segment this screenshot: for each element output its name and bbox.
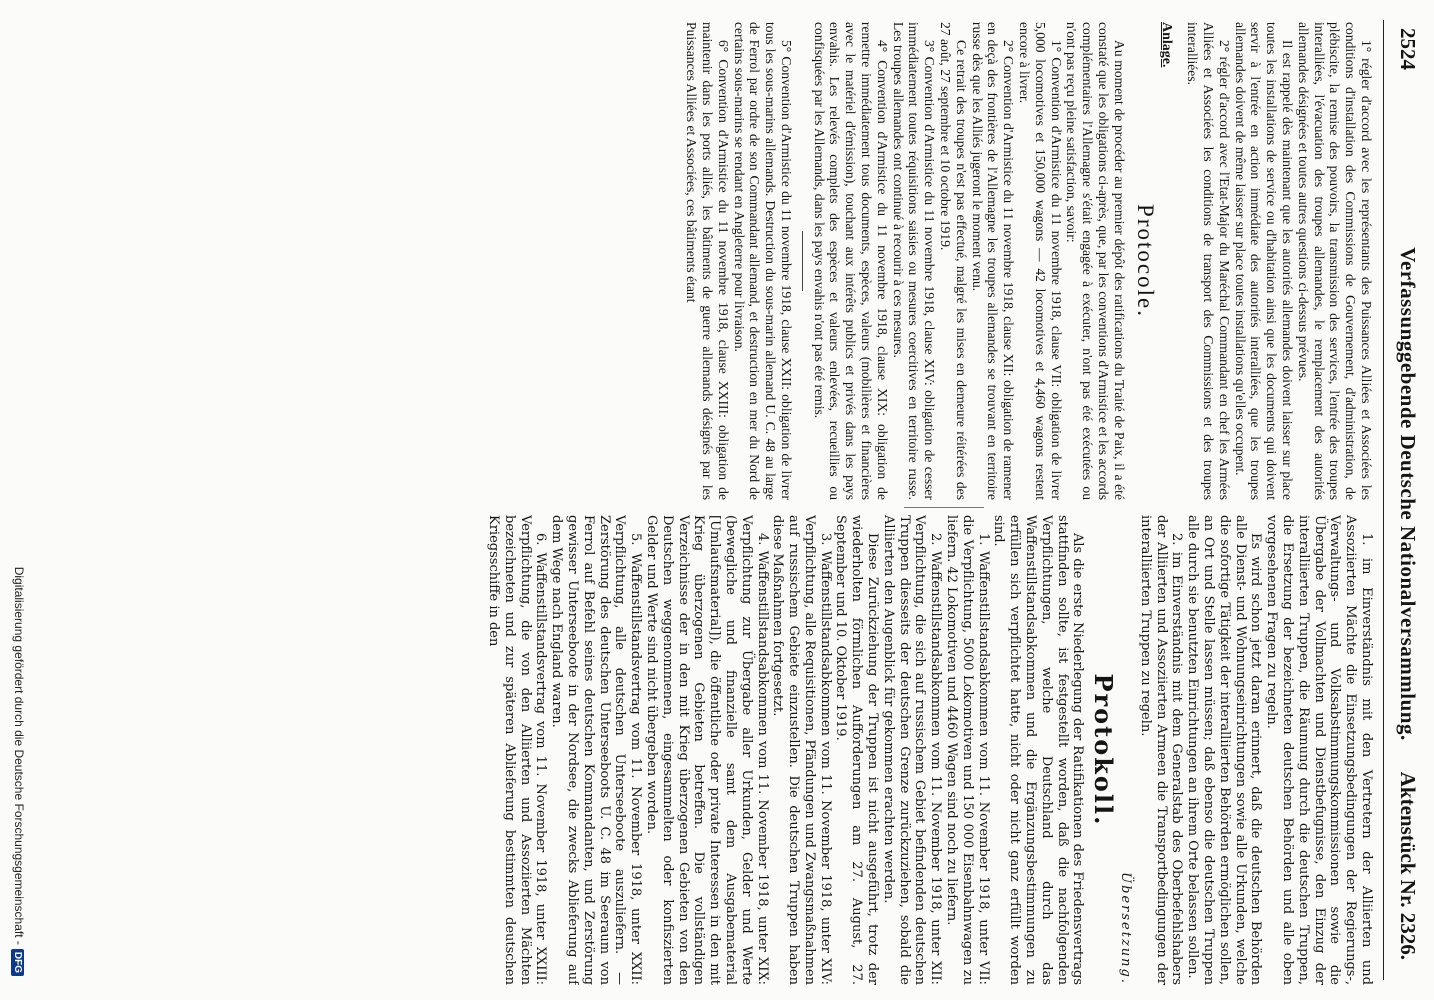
protocole-heading: Protocole. [1132, 204, 1158, 318]
fr-item-1: 1° Convention d'Armistice du 11 novembre 1918, clause VII: obligation de livrer 5,000 locomotives et 150,000 wagons — 42 locomotives et 4,460 wagons restent encore à livrer. [1017, 22, 1064, 500]
fr-item-5: 5° Convention d'Armistice du 11 novembre 1918, clause XXII: obligation de livrer tous les sous-marins allemands. Destruction du sous-marin allemand U. C. 48 au large de Ferrol par ordre de son Commandant allemand, et destruction en mer du Nord de certains sous-marins se rendant en Angleterre pour livraison. [731, 22, 794, 500]
de-paragraph-2: Es wird schon jetzt daran erinnert, daß die deutschen Behörden alle Dienst- und Wohnungseinrichtungen sowie alle Urkunden, welche die sofortige Tätigkeit der interalliierten Behörden ermöglichen sollen, an Ort und Stelle lassen müssen; daß ebenso die deutschen Truppen alle durch sie benutzten Einrichtungen an ihrem Orte belassen sollen. [1185, 515, 1264, 985]
de-item-4: 4. Waffenstillstandsabkommen vom 11. November 1918, unter XIX: Verpflichtung zur Übergabe aller Urkunden, Gelder und Werte (bewegliche und finanzielle samt dem Ausgabematerial [Umlaufsmaterial]), die öffentliche oder private Interessen in den mit Krieg überzogenen Gebieten betreffen. Die vollständigen Verzeichnisse der in den mit Krieg überzogenen Gebieten von den Deutschen weggenommenen, eingesammelten oder konfiszierten Gelder und Werte sind nicht übergeben worden. [643, 515, 770, 985]
page-number: 2524 [1396, 28, 1420, 70]
fr-item-2: 2° Convention d'Armistice du 11 novembre 1918, clause XII: obligation de ramener en deçà des frontières de l'Allemagne les troupes allemandes se trouvant en territoire russe dès que les Alliés jugeront le moment venu. [969, 22, 1017, 500]
french-column [150, 22, 1374, 500]
de-item-3: 3. Waffenstillstandsabkommen vom 11. November 1918, unter XIV: Verpflichtung, alle Requisitionen, Pfändungen und Zwangsmaßnahmen auf russischem Gebiete einzustellen. Die deutschen Truppen haben diese Maßnahmen fortgesetzt. [770, 515, 833, 985]
de-item-2b: Diese Zurückziehung der Truppen ist nicht ausgeführt, trotz der wiederholten förmlichen Aufforderungen am 27. August, 27. September und 10. Oktober 1919. [833, 515, 881, 985]
running-title: Verfassunggebende Deutsche Nationalversammlung. [1396, 247, 1420, 741]
de-item-5: 5. Waffenstillstandsvertrag vom 11. November 1918, unter XXII: Verpflichtung, alle deutschen Unterseeboote auszuliefern. — Zerstörung des deutschen Unterseeboots U. C. 48 im Seeraum von Ferrol auf Befehl seines deutschen Kommandanten, und Zerstörung gewisser Unterseeboote in der Nordsee, die zwecks Ablieferung auf dem Wege nach England waren. [549, 515, 644, 985]
uebersetzung-label: Übersetzung. [1118, 872, 1134, 985]
header-rule [1383, 20, 1384, 980]
anlage-heading: Anlage. [1159, 22, 1175, 68]
fr-item-4: 4° Convention d'Armistice du 11 novembre 1918, clause XIX: obligation de remettre immédiatement tous documents, espèces, valeurs (mobilières et financières avec le matériel d'émission), touchant aux intérêts publics et privés dans les pays envahis. Les relevés complets des espèces et valeurs enlevées, recueillies ou confisquées par les Allemands, dans les pays envahis n'ont pas été remis. [811, 22, 890, 500]
de-item-6: 6. Waffenstillstandsvertrag vom 11. November 1918, unter XXIII: Verpflichtung, die von den Alliierten und Assoziierten Mächten bezeichneten und zur späteren Ablieferung bestimmten deutschen Kriegsschiffe in den [485, 515, 549, 985]
fr-separator [802, 231, 803, 291]
de-item-1: 1. Waffenstillstandsabkommen vom 11. November 1918, unter VII: die Verpflichtung, 5000 Lokomotiven und 150 000 Eisenbahnwagen zu liefern. 42 Lokomotiven und 4460 Wagen sind noch zu liefern. [944, 515, 991, 985]
german-column [150, 515, 1374, 985]
de-paragraph-3: 2. im Einverständnis mit dem Generalstab des Oberbefehlshabers der Alliierten und Assoziierten Armeen die Transportbedingungen der interalliierten Truppen zu regeln. [1137, 515, 1185, 985]
fr-paragraph-2: Il est rappelé dès maintenant que les autorités allemandes doivent laisser sur place toutes les installations de service ou d'habitation ainsi que les documents qui doivent servir à l'entrée en action immédiate des autorités interalliées, que les troupes allemandes doivent de même laisser sur place toutes installations qu'elles occupent. [1232, 22, 1296, 500]
fr-item-2b: Ce retrait des troupes n'est pas effectué, malgré les mises en demeure réitérées des 27 août, 27 septembre et 10 octobre 1919. [938, 22, 969, 500]
de-paragraph-1: 1. im Einverständnis mit den Vertretern der Alliierten und Assoziierten Mächte die Einsetzungsbedingungen der Regierungs-, Verwaltungs- und Volksabstimmungskommissionen sowie die Übergabe der Vollmachten und Dienstbefugnisse, den Einzug der interalliierten Truppen, die Räumung durch die deutschen Truppen, die Ersetzung der bezeichneten deutschen Behörden und alle oben vorgesehenen Fragen zu regeln. [1264, 515, 1374, 985]
fr-paragraph-1: 1° régler d'accord avec les représentants des Puissances Alliées et Associées les conditions d'installation des Commissions de Gouvernement, d'administration, de plébiscite, la remise des pouvoirs, la transmission des services, l'entrée des troupes interalliées, l'évacuation des troupes allemandes, le remplacement des autorités allemandes désignées et toutes autres questions ci-dessus prévues. [1295, 22, 1374, 500]
de-protokoll-intro: Als die erste Niederlegung der Ratifikationen des Friedensvertrags stattfinden sollte, ist festgestellt worden, daß die nachfolgenden Verpflichtungen, welche Deutschland durch das Waffenstillstandsabkommen und die Ergänzungsbestimmungen zu erfüllen sich verpflichtet hatte, nicht oder nicht ganz erfüllt worden sind. [991, 515, 1086, 985]
page-header [1390, 28, 1420, 960]
dfg-logo: DFG [11, 949, 24, 976]
fr-paragraph-3: 2° régler d'accord avec l'Etat-Major du Maréchal Commandant en chef les Armées Alliées et Associées les conditions de transport des Commissions et des troupes interalliées. [1185, 22, 1232, 500]
fr-item-3: 3° Convention d'Armistice du 11 novembre 1918, clause XIV: obligation de cesser immédiatement toutes réquisitions saisies ou mesures coercitives en territoire russe. Les troupes allemandes ont continué à recourir à ces mesures. [890, 22, 938, 500]
footer-text: Digitalisierung gefördert durch die Deutsche Forschungsgemeinschaft - [12, 566, 26, 945]
fr-protocole-intro: Au moment de procéder au premier dépôt des ratifications du Traité de Paix, il a été constaté que les obligations ci-après, que, par les conventions d'Armistice et les accords complémentaires l'Allemagne s'était engagée à exécuter, n'ont pas été exécutées ou n'ont pas reçu pleine satisfaction, savoir: [1064, 22, 1127, 500]
protokoll-heading: Protokoll. [1089, 673, 1119, 827]
document-number: Aktenstück Nr. 2326. [1396, 771, 1420, 960]
digitization-footer [6, 0, 26, 1000]
de-item-2: 2. Waffenstillstandsabkommen vom 11. November 1918, unter XII: Verpflichtung, die sich auf russischem Gebiet befindenden deutschen Truppen diesseits der deutschen Grenze zurückzuziehen, sobald die Alliierten den Augenblick für gekommen erachten werden. [880, 515, 944, 985]
fr-item-6: 6° Convention d'Armistice du 11 novembre 1918, clause XXIII: obligation de maintenir dans les ports alliés, les bâtiments de guerre allemands désignés par les Puissances Alliées et Associées, ces bâtiments étant [684, 22, 731, 500]
column-divider [904, 507, 984, 508]
